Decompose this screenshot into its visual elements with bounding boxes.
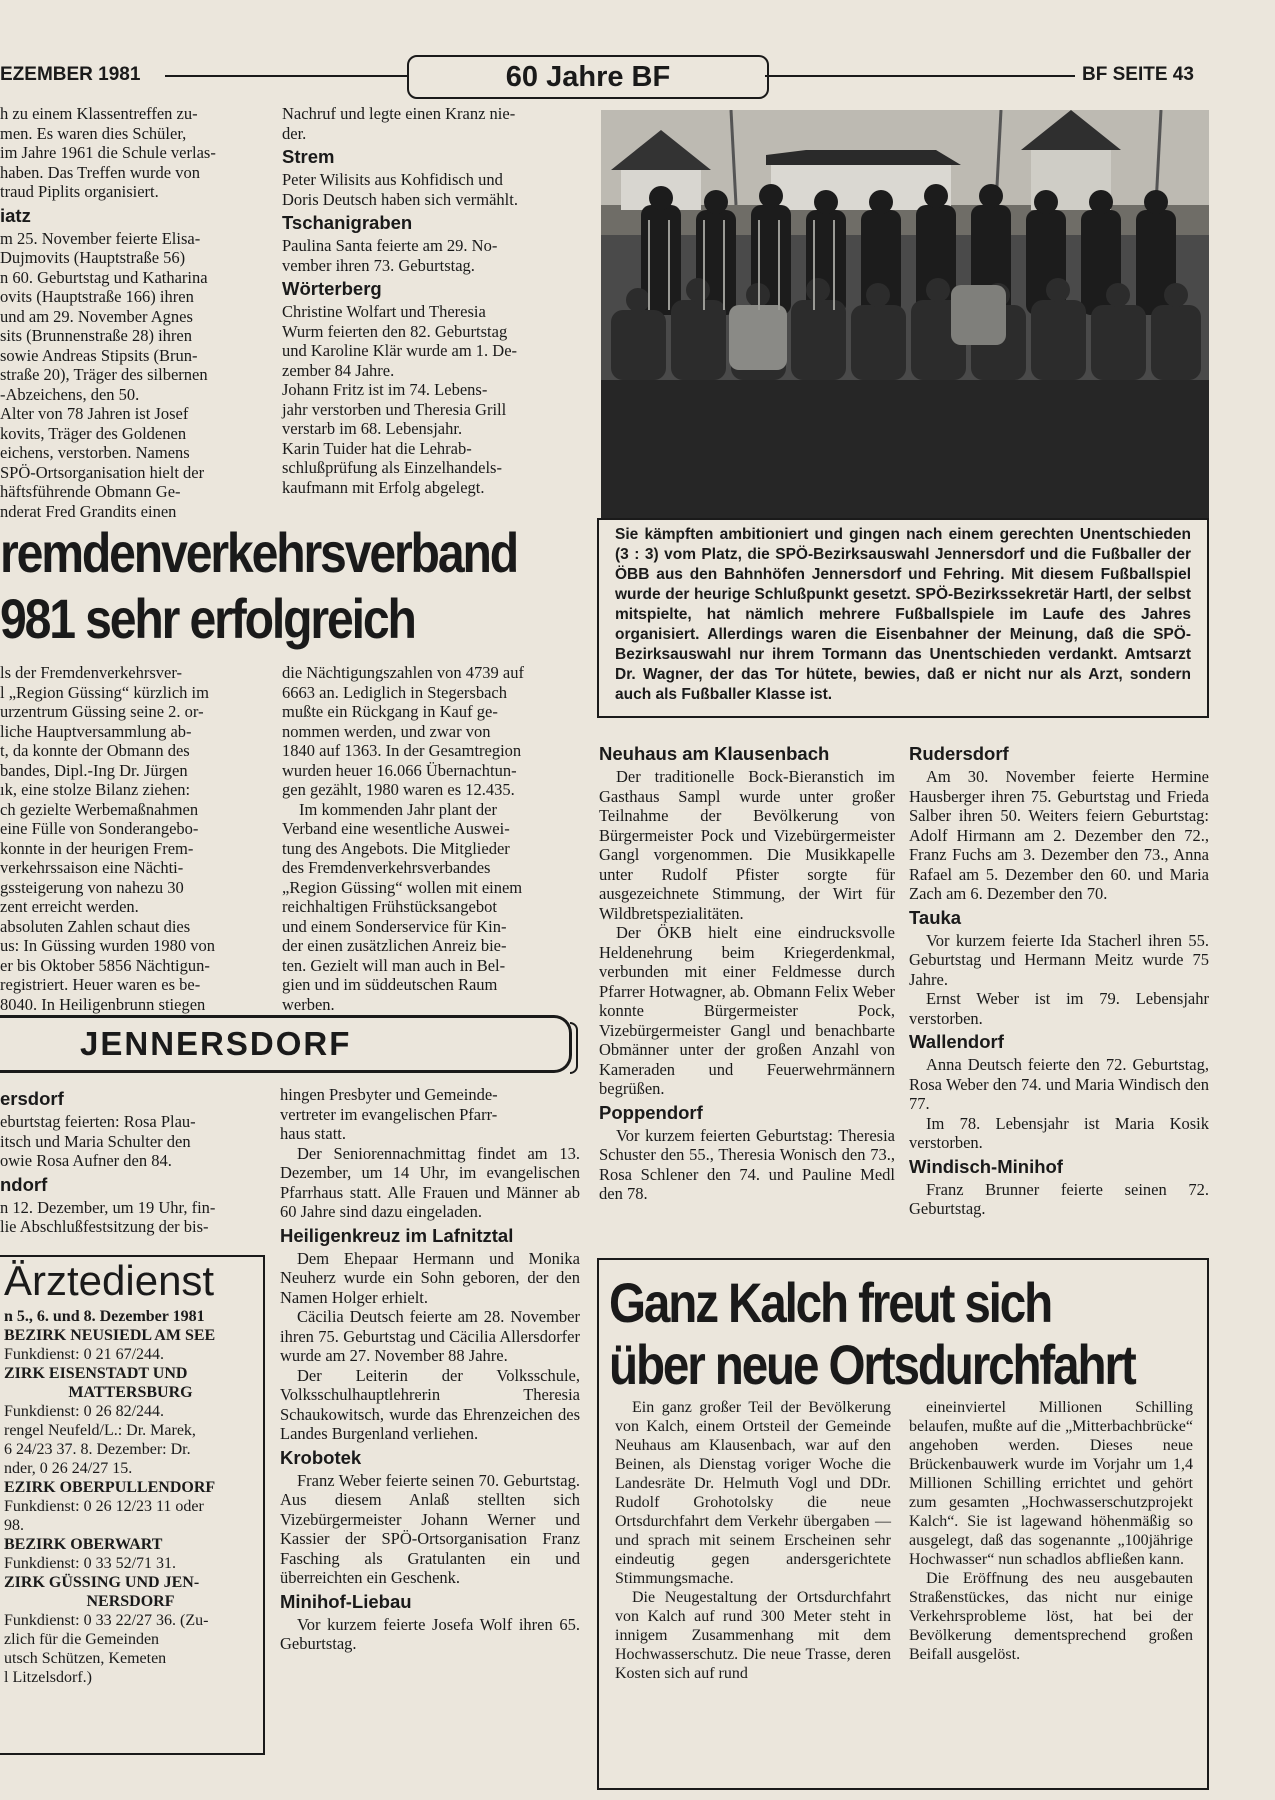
aerztedienst-line: Funkdienst: 0 21 67/244.: [4, 1346, 165, 1363]
text-line: hingen Presbyter und Gemeinde-: [280, 1085, 498, 1104]
column-2-bottom: [280, 1085, 580, 1654]
text-line: 8040. In Heiligenbrunn stiegen: [0, 994, 206, 1014]
text-line: bandes, Dipl.-Ing Dr. Jürgen: [0, 760, 188, 780]
text-line: traud Piplits organisiert.: [0, 182, 159, 201]
subheading: Poppendorf: [599, 1101, 703, 1123]
subheading: ersdorf: [0, 1088, 64, 1109]
text-line: verkehrssaison eine Nächti-: [0, 858, 184, 877]
headline-kalch-line2: über neue Ortsdurchfahrt: [609, 1333, 1135, 1396]
column-1-article: [0, 663, 268, 1014]
text-line: sits (Brunnenstraße 28) ihren: [0, 326, 192, 345]
aerztedienst-line: Funkdienst: 0 26 82/244.: [4, 1403, 165, 1420]
text-line: im Jahre 1961 die Schule verlas-: [0, 143, 216, 162]
paragraph: Ein ganz großer Teil der Bevölkerung von Kalch, einem Ortsteil der Gemeinde Neuhaus am Klausenbach, war auf den Beinen, als Dienstag voriger Woche die Landesräte Dr. Helmuth Vogl und DDr. Rudolf Grohotolsky die neue Ortsdurchfahrt dem Verkehr übergaben — und sprach mit seinem Erscheinen sehr eindeutig gegen andersgerichtete Stimmungsmache.: [615, 1399, 891, 1587]
text-line: die Nächtigungszahlen von 4739 auf: [282, 663, 524, 682]
subheading: Tauka: [909, 906, 962, 928]
text-line: und Karoline Klär wurde am 1. De-: [282, 341, 518, 360]
paragraph: Franz Weber feierte seinen 70. Geburtstag. Aus diesem Anlaß stellten sich Vizebürgermeister Johann Werner und Kassier der SPÖ-Ortsorganisation Franz Fasching als Gratulanten ein und überreichten ein Geschenk.: [280, 1470, 580, 1587]
text-line: ık, eine stolze Bilanz ziehen:: [0, 780, 191, 799]
football-team-photo: [601, 110, 1209, 518]
text-line: registriert. Heuer waren es be-: [0, 975, 201, 994]
text-line: owie Rosa Aufner den 84.: [0, 1151, 172, 1170]
text-line: Karin Tuider hat die Lehrab-: [282, 438, 472, 458]
text-line: eburtstag feierten: Rosa Plau-: [0, 1112, 196, 1131]
headline-fremdenverkehr-line1: remdenverkehrsverband: [0, 521, 517, 584]
subheading: Neuhaus am Klausenbach: [599, 743, 830, 764]
header-page-number: BF SEITE 43: [1082, 64, 1194, 85]
text-line: Im kommenden Jahr plant der: [299, 799, 497, 819]
text-line: absoluten Zahlen schaut dies: [0, 916, 191, 936]
kalch-column-2: [909, 1398, 1193, 1664]
aerztedienst-line: utsch Schützen, Kemeten: [4, 1650, 167, 1667]
text-line: urzentrum Güssing seine 2. or-: [0, 702, 204, 721]
text-line: Alter von 78 Jahren ist Josef: [0, 404, 189, 423]
text-line: wurden heuer 16.066 Übernachtun-: [282, 760, 517, 780]
text-line: Peter Wilisits aus Kohfidisch und: [282, 170, 503, 189]
header-date: EZEMBER 1981: [0, 64, 141, 85]
subheading: Minihof-Liebau: [280, 1590, 412, 1612]
aerztedienst-line: zlich für die Gemeinden: [4, 1631, 160, 1648]
subheading: Windisch-Minihof: [909, 1155, 1063, 1177]
aerztedienst-line: 6 24/23 37. 8. Dezember: Dr.: [4, 1441, 191, 1458]
paragraph: Im 78. Lebensjahr ist Maria Kosik verstorben.: [909, 1113, 1209, 1152]
text-line: kovits, Träger des Goldenen: [0, 423, 187, 443]
text-line: sowie Andreas Stipsits (Brun-: [0, 345, 198, 365]
text-line: haus statt.: [280, 1124, 346, 1143]
text-line: h zu einem Klassentreffen zu-: [0, 104, 198, 123]
text-line: mußte ein Rückgang in Kauf ge-: [282, 702, 498, 721]
aerztedienst-title: Ärztedienst: [4, 1257, 215, 1304]
paragraph: Anna Deutsch feierte den 72. Geburtstag, Rosa Weber den 74. und Maria Windisch den 77.: [909, 1055, 1209, 1113]
paragraph: Vor kurzem feierte Josefa Wolf ihren 65. Geburtstag.: [280, 1614, 580, 1653]
headline-fremdenverkehr-line2: 981 sehr erfolgreich: [0, 587, 415, 650]
column-1-bottom: [0, 1085, 268, 1237]
subheading: ndorf: [0, 1173, 48, 1195]
text-line: Paulina Santa feierte am 29. No-: [282, 236, 498, 255]
text-line: straße 20), Träger des silbernen: [0, 365, 208, 384]
text-line: der einen zusätzlichen Anreiz bie-: [282, 936, 507, 955]
text-line: jahr verstorben und Theresia Grill: [282, 399, 507, 419]
text-line: us: In Güssing wurden 1980 von: [0, 936, 215, 955]
text-line: „Region Güssing“ wollen mit einem: [282, 877, 523, 897]
text-line: ls der Fremdenverkehrsver-: [0, 663, 183, 682]
text-line: Dujmovits (Hauptstraße 56): [0, 248, 186, 267]
column-3-local-news: [599, 740, 895, 1204]
text-line: gien und im süddeutschen Raum: [282, 975, 498, 994]
text-line: tung des Angebots. Die Mitglieder: [282, 838, 510, 858]
text-line: liche Hauptversammlung ab-: [0, 721, 192, 741]
text-line: 1840 auf 1363. In der Gesamtregion: [282, 741, 522, 760]
text-line: eine Fülle von Sonderangebo-: [0, 819, 199, 838]
text-line: gen gezählt, 1980 waren es 12.435.: [282, 780, 515, 799]
column-2-article: [282, 663, 580, 1014]
subheading: Rudersdorf: [909, 743, 1009, 764]
text-line: gssteigerung von nahezu 30: [0, 877, 184, 897]
paragraph: Am 30. November feierte Hermine Hausberger ihren 75. Geburtstag und Frieda Salber ihren 50. Weiters feiern Geburtstag: Adolf Hirmann am 2. Dezember den 72., Franz Fuchs am 3. Dezember den 73., Anna Rafael am 5. Dezember den 60. und Maria Zach am 6. Dezember den 70.: [909, 767, 1209, 903]
photo-caption: Sie kämpften ambitioniert und gingen nach einem gerechten Unentschieden (3 : 3) vom Platz, die SPÖ-Bezirksauswahl Jennersdorf und die Fußballer der ÖBB aus den Bahnhöfen Jennersdorf und Fehring. Mit diesem Fußballspiel wurde der heurige Schlußpunkt gesetzt. SPÖ-Bezirkssekretär Hartl, der selbst mitspielte, hat nämlich mehrere Fußballspiele im Laufe des Jahres organisiert. Allerdings waren die Eisenbahner der Meinung, daß die SPÖ-Bezirksauswahl nur ihrem Tormann das Unentschieden verdankt. Amtsarzt Dr. Wagner, der das Tor hütete, bewies, daß er nicht nur als Arzt, sondern auch als Fußballer Klasse ist.: [597, 518, 1209, 718]
text-line: SPÖ-Ortsorganisation hielt der: [0, 462, 205, 482]
text-line: n 60. Geburtstag und Katharina: [0, 267, 208, 287]
subheading: Strem: [282, 146, 335, 167]
text-line: vember ihren 73. Geburtstag.: [282, 255, 475, 275]
subheading: Tschanigraben: [282, 212, 413, 233]
paragraph: Der Leiterin der Volksschule, Volksschulhauptlehrerin Theresia Schaukowitsch, wurde das Ehrenzeichen des Landes Burgenland verliehen.: [280, 1365, 580, 1443]
aerztedienst-line: l Litzelsdorf.): [4, 1669, 92, 1686]
aerztedienst-line: EZIRK OBERPULLENDORF: [4, 1479, 216, 1496]
headline-kalch-line1: Ganz Kalch freut sich: [609, 1271, 1052, 1334]
text-line: m 25. November feierte Elisa-: [0, 228, 201, 248]
aerztedienst-line: NERSDORF: [86, 1593, 175, 1610]
text-line: lie Abschlußfestsitzung der bis-: [0, 1217, 209, 1236]
header-rule-right: [765, 75, 1075, 77]
subheading: Wallendorf: [909, 1031, 1004, 1052]
text-line: reichhaltigen Frühstücksangebot: [282, 897, 497, 916]
text-line: und einem Sonderservice für Kin-: [282, 916, 507, 936]
paragraph: Cäcilia Deutsch feierte am 28. November ihren 75. Geburtstag und Cäcilia Allersdorfer wurde am 27. November 88 Jahre.: [280, 1307, 580, 1365]
text-line: nderat Fred Grandits einen: [0, 501, 177, 521]
text-line: 6663 an. Lediglich in Stegersbach: [282, 682, 507, 702]
text-line: Doris Deutsch haben sich vermählt.: [282, 189, 518, 209]
paragraph: Der traditionelle Bock-Bieranstich im Gasthaus Sampl wurde unter großer Teilnahme der Bevölkerung von Bürgermeister Pock und Vizebürgermeister Gangl vorgenommen. Die Musikkapelle unter Rudolf Pfister sorgte für ausgezeichnete Stimmung, der Wirt für Wildbretspezialitäten.: [599, 767, 895, 923]
paragraph: Dem Ehepaar Hermann und Monika Neuherz wurde ein Sohn geboren, der den Namen Holger erhielt.: [280, 1248, 580, 1307]
aerztedienst-line: ZIRK GÜSSING UND JEN-: [4, 1574, 200, 1591]
aerztedienst-line: Funkdienst: 0 33 52/71 31.: [4, 1555, 177, 1572]
text-line: zember 84 Jahre.: [282, 360, 395, 380]
text-line: nommen werden, und zwar von: [282, 721, 491, 741]
paragraph: Die Neugestaltung der Ortsdurchfahrt von Kalch auf rund 300 Meter steht in innigem Zusammenhang mit dem Hochwasserschutz. Die neue Trasse, deren Kosten sich auf rund: [615, 1589, 891, 1682]
text-line: Wurm feierten den 82. Geburtstag: [282, 321, 508, 341]
text-line: häftsführende Obmann Ge-: [0, 482, 181, 501]
aerztedienst-box: [0, 1255, 265, 1755]
aerztedienst-line: Funkdienst: 0 26 12/23 11 oder: [4, 1498, 204, 1515]
text-line: Verband eine wesentliche Auswei-: [282, 819, 510, 838]
aerztedienst-line: nder, 0 26 24/27 15.: [4, 1460, 133, 1477]
text-line: ovits (Hauptstraße 166) ihren: [0, 287, 194, 306]
text-line: ten. Gezielt will man auch in Bel-: [282, 955, 506, 975]
text-line: haben. Das Treffen wurde von: [0, 162, 200, 182]
text-line: men. Es waren dies Schüler,: [0, 123, 187, 143]
column-1-top: [0, 104, 268, 521]
paragraph: Ernst Weber ist im 79. Lebensjahr verstorben.: [909, 989, 1209, 1028]
text-line: und am 29. November Agnes: [0, 306, 193, 326]
aerztedienst-line: rengel Neufeld/L.: Dr. Marek,: [4, 1422, 196, 1439]
aerztedienst-line: MATTERSBURG: [68, 1384, 193, 1401]
text-line: l „Region Güssing“ kürzlich im: [0, 682, 209, 702]
text-line: werben.: [282, 994, 335, 1014]
section-header-jennersdorf: JENNERSDORF: [0, 1015, 572, 1073]
text-line: t, da konnte der Obmann des: [0, 741, 190, 760]
subheading: Krobotek: [280, 1446, 362, 1468]
kalch-article-box: [597, 1258, 1209, 1790]
text-line: zent erreicht werden.: [0, 897, 139, 916]
aerztedienst-line: ZIRK EISENSTADT UND: [4, 1365, 188, 1382]
kalch-column-1: [615, 1398, 891, 1683]
text-line: kaufmann mit Erfolg abgelegt.: [282, 477, 485, 497]
text-line: -Abzeichens, den 50.: [0, 384, 140, 404]
header-banner: 60 Jahre BF: [407, 55, 769, 99]
text-line: vertreter im evangelischen Pfarr-: [280, 1104, 498, 1124]
text-line: Christine Wolfart und Theresia: [282, 302, 486, 321]
paragraph: Der Seniorennachmittag findet am 13. Dezember, um 14 Uhr, im evangelischen Pfarrhaus statt. Alle Frauen und Männer ab 60 Jahre sind dazu eingeladen.: [280, 1143, 580, 1221]
header-rule-left: [165, 75, 407, 77]
column-4-local-news: [909, 740, 1209, 1219]
text-line: Nachruf und legte einen Kranz nie-: [282, 104, 516, 123]
paragraph: Vor kurzem feierten Geburtstag: Theresia Schuster den 55., Theresia Wonisch den 73., Rosa Schlener den 74. und Pauline Medl den 78.: [599, 1125, 895, 1203]
aerztedienst-line: BEZIRK OBERWART: [4, 1536, 163, 1553]
aerztedienst-line: n 5., 6. und 8. Dezember 1981: [4, 1308, 205, 1325]
aerztedienst-body: [0, 1305, 263, 1687]
text-line: itsch und Maria Schulter den: [0, 1131, 191, 1151]
text-line: Johann Fritz ist im 74. Lebens-: [282, 380, 488, 399]
column-2-top: [282, 104, 580, 497]
text-line: schlußprüfung als Einzelhandels-: [282, 458, 502, 477]
paragraph: Franz Brunner feierte seinen 72. Geburtstag.: [909, 1179, 1209, 1218]
paragraph: Vor kurzem feierte Ida Stacherl ihren 55. Geburtstag und Hermann Meitz wurde 75 Jahre.: [909, 930, 1209, 989]
subheading: Wörterberg: [282, 278, 382, 299]
paragraph: Der ÖKB hielt eine eindrucksvolle Heldenehrung beim Kriegerdenkmal, verbunden mit einer Feldmesse durch Pfarrer Hotwagner, ab. Obmann Felix Weber konnte Bürgermeister Pock, Vizebürgermeister Gangl und benachbarte Obmänner unter der großen Anzahl von Kameraden und Feuerwehrmännern begrüßen.: [599, 923, 895, 1098]
paragraph: Die Eröffnung des neu ausgebauten Straßenstückes, das nicht nur einige Verkehrsprobleme löst, hat bei der Bevölkerung dementsprechend großen Beifall ausgelöst.: [909, 1570, 1193, 1663]
paragraph: eineinviertel Millionen Schilling belaufen, mußte auf die „Mitterbachbrücke“ angehoben werden. Dieses neue Brückenbauwerk wurde im Vorjahr um 1,4 Millionen Schilling errichtet und gehört zum gesamten „Hochwasserschutzprojekt Kalch“. Sie ist lagewand höhenmäßig so ausgelegt, daß das sogenannte „100jährige Hochwasser“ nun schadlos abfließen kann.: [909, 1399, 1193, 1568]
text-line: er bis Oktober 5856 Nächtigun-: [0, 955, 210, 975]
aerztedienst-line: BEZIRK NEUSIEDL AM SEE: [4, 1327, 216, 1344]
subheading: Heiligenkreuz im Lafnitztal: [280, 1224, 514, 1246]
aerztedienst-line: Funkdienst: 0 33 22/27 36. (Zu-: [4, 1612, 209, 1629]
text-line: n 12. Dezember, um 19 Uhr, fin-: [0, 1197, 216, 1217]
text-line: konnte in der heurigen Frem-: [0, 838, 194, 858]
text-line: ch gezielte Werbemaßnahmen: [0, 799, 199, 819]
text-line: verstarb im 68. Lebensjahr.: [282, 419, 463, 438]
aerztedienst-line: 98.: [4, 1517, 24, 1534]
team-photo-image: [601, 110, 1209, 518]
text-line: der.: [282, 123, 307, 143]
text-line: eichens, verstorben. Namens: [0, 443, 190, 462]
subheading: iatz: [0, 204, 31, 226]
text-line: des Fremdenverkehrsverbandes: [282, 858, 491, 877]
